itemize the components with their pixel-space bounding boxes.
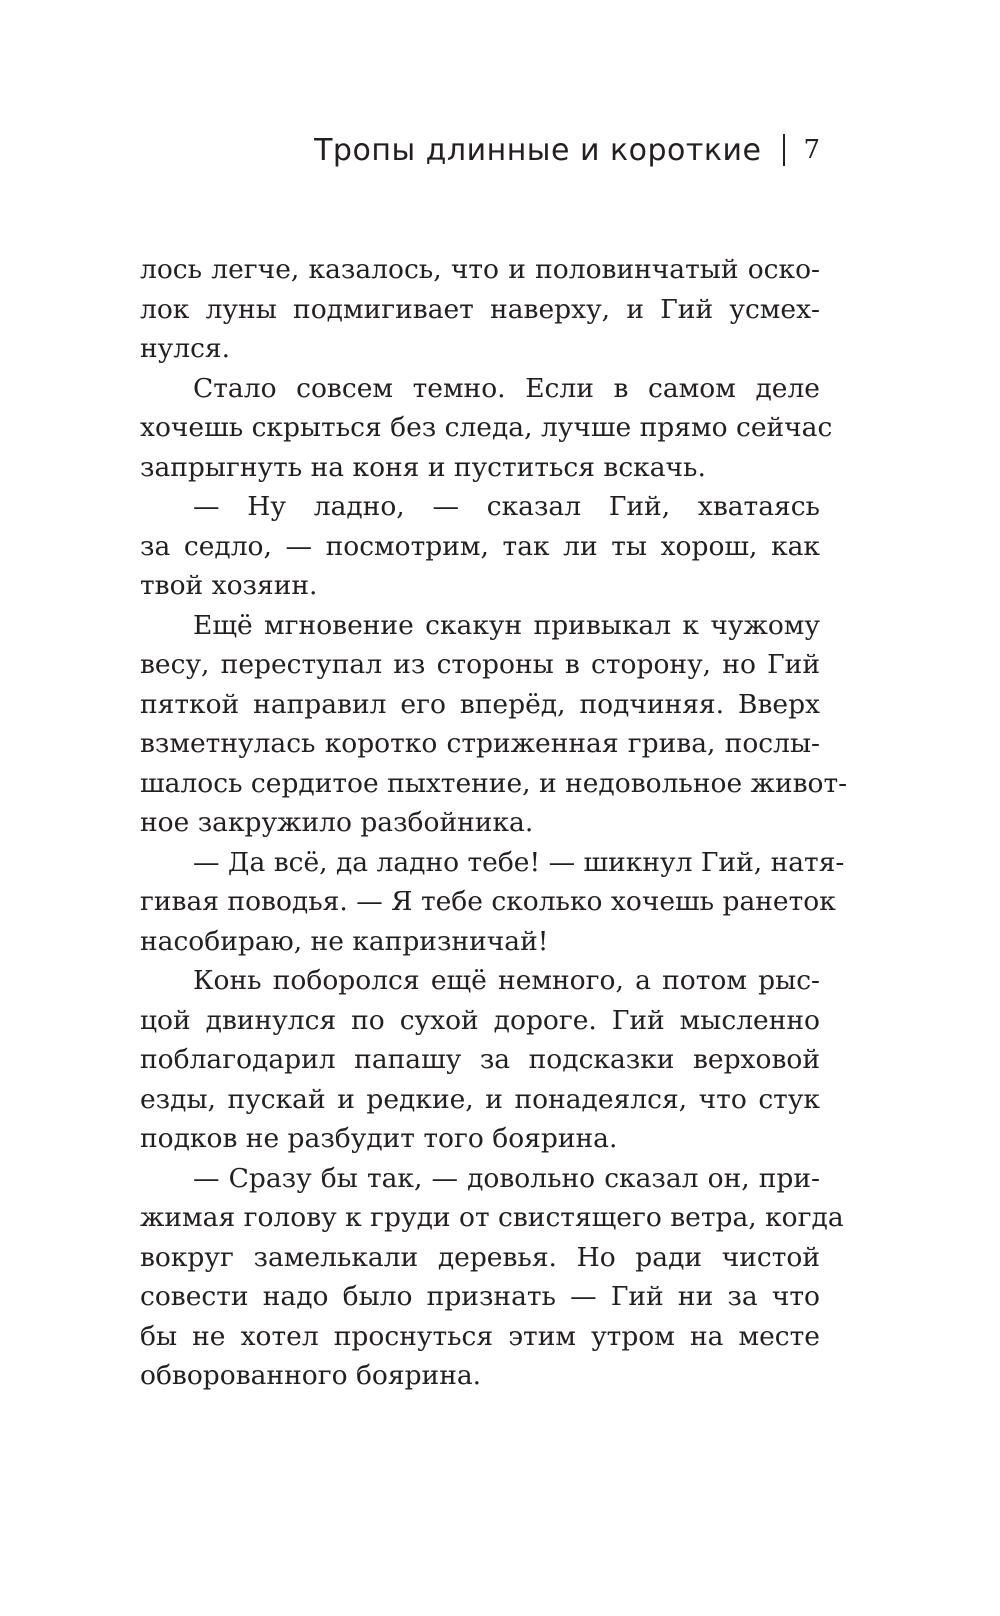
text-line: хочешь скрыться без следа, лучше прямо сейчас (140, 412, 833, 443)
text-line: — Сразу бы так, — довольно сказал он, при- (193, 1162, 820, 1194)
text-line: твой хозяин. (140, 570, 318, 601)
text-line: гивая поводья. — Я тебе сколько хочешь ранеток (140, 886, 836, 917)
text-line: весу, переступал из стороны в сторону, но Гий (140, 649, 820, 680)
text-line: Конь поборолся ещё немного, а потом рыс- (193, 965, 820, 996)
text-line: взметнулась коротко стриженная грива, послы- (140, 728, 820, 759)
text-line: — Да всё, да ладно тебе! — шикнул Гий, натя- (193, 846, 845, 878)
body-text (140, 250, 848, 1396)
text-line: Стало совсем темно. Если в самом деле (193, 372, 820, 404)
text-line: за седло, — посмотрим, так ли ты хорош, как (140, 530, 820, 562)
running-head (314, 128, 820, 172)
text-line: совести надо было признать — Гий ни за что (140, 1281, 820, 1312)
text-line: нулся. (140, 333, 231, 364)
text-line: лок луны подмигивает наверху, и Гий усмех- (140, 293, 820, 325)
page-number: 7 (803, 135, 820, 165)
text-line: цой двинулся по сухой дороге. Гий мысленно (140, 1004, 820, 1036)
text-line: жимая голову к груди от свистящего ветра, когда (140, 1202, 844, 1233)
text-line: езды, пускай и редкие, и понадеялся, что стук (140, 1083, 820, 1115)
text-line: пяткой направил его вперёд, подчиняя. Вверх (140, 688, 820, 720)
text-line: запрыгнуть на коня и пуститься вскачь. (140, 451, 706, 483)
running-title: Тропы длинные и короткие (314, 132, 762, 168)
text-line: поблагодарил папашу за подсказки верховой (140, 1044, 820, 1075)
header-divider (783, 134, 785, 166)
text-line: насобираю, не капризничай! (140, 925, 549, 957)
text-line: подков не разбудит того боярина. (140, 1123, 618, 1154)
text-line: ное закружило разбойника. (140, 807, 534, 838)
text-line: вокруг замелькали деревья. Но ради чистой (140, 1241, 820, 1273)
text-line: лось легче, казалось, что и половинчатый оско- (140, 254, 820, 285)
text-line: бы не хотел проснуться этим утром на месте (140, 1320, 820, 1352)
text-line: Ещё мгновение скакун привыкал к чужому (193, 609, 820, 641)
text-line: шалось сердитое пыхтение, и недовольное живот- (140, 767, 848, 799)
text-line: — Ну ладно, — сказал Гий, хватаясь (193, 491, 820, 522)
text-line: обворованного боярина. (140, 1360, 482, 1391)
